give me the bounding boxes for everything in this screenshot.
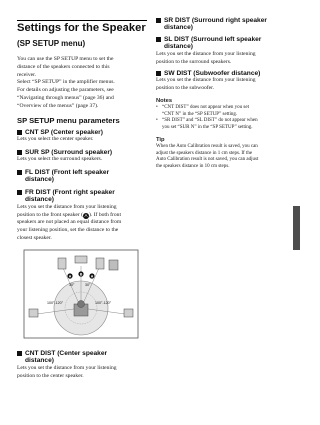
sw-dist-desc-line: Lets you set the distance from your listening [156, 77, 256, 84]
page-title: Settings for the Speaker [17, 22, 146, 34]
page-subtitle: (SP SETUP menu) [17, 39, 86, 48]
fl-dist-item [17, 169, 149, 184]
square-bullet-icon [17, 130, 22, 135]
tip-heading: Tip [156, 137, 165, 143]
front-right-speaker-icon [96, 258, 104, 269]
intro-line: receiver. [17, 71, 37, 78]
fl-dist-heading: FL DIST (Front left speaker distance) [17, 169, 149, 184]
square-bullet-icon [156, 71, 161, 76]
surround-right-speaker-icon [124, 309, 133, 317]
section-heading: SP SETUP menu parameters [17, 116, 120, 125]
sl-dist-desc-line: position to the surround speakers. [156, 58, 232, 65]
intro-line: Select “SP SETUP” in the amplifier menus. [17, 79, 115, 86]
angle-label: 100°-120° [95, 301, 112, 305]
sur-sp-item [17, 149, 149, 164]
notes-heading: Notes [156, 98, 173, 104]
intro-line: distance of the speakers connected to this [17, 63, 110, 70]
tip-line: the speakers distance in 10 cm steps. [156, 163, 230, 169]
cnt-dist-item [17, 350, 149, 380]
fr-dist-item [17, 189, 149, 243]
tip-line: When the Auto Calibration result is saved, you can [156, 144, 258, 149]
note-item: • “CNT DIST” does not appear when you set “CNT N” in the “SP SETUP” setting. [156, 105, 249, 117]
sr-dist-heading: SR DIST (Surround right speaker distance) [156, 17, 294, 32]
intro-line: For details on adjusting the parameters, see [17, 87, 114, 94]
speaker-placement-diagram [23, 248, 139, 340]
fr-dist-desc-line: your listening position, set the distance to the [17, 227, 119, 234]
fr-dist-heading: FR DIST (Front right speaker distance) [17, 189, 149, 204]
marker-label: A [90, 274, 94, 279]
cnt-dist-desc-line: Lets you set the distance from your listening [17, 364, 117, 371]
square-bullet-icon [17, 190, 22, 195]
sl-dist-desc-line: Lets you set the distance from your listening [156, 50, 256, 57]
cnt-sp-item [17, 129, 149, 144]
sw-dist-item [156, 70, 294, 93]
angle-label: 30° [69, 283, 75, 287]
tip-block [156, 137, 296, 170]
square-bullet-icon [17, 150, 22, 155]
sr-dist-item [156, 17, 294, 32]
sl-dist-item [156, 36, 294, 66]
surround-left-speaker-icon [29, 309, 38, 317]
square-bullet-icon [156, 18, 161, 23]
cnt-dist-heading: CNT DIST (Center speaker distance) [17, 350, 149, 365]
sur-sp-desc: Lets you select the surround speakers. [17, 156, 103, 163]
top-rule [17, 20, 147, 21]
sl-dist-heading: SL DIST (Surround left speaker distance) [156, 36, 294, 51]
intro-paragraph [17, 56, 147, 111]
tip-line: adjust the speakers distance in 1 cm steps. If the [156, 150, 253, 156]
angle-label: 30° [85, 283, 91, 287]
side-tab [293, 206, 300, 250]
square-bullet-icon [17, 170, 22, 175]
intro-line: You can use the SP SETUP menu to set the [17, 56, 114, 62]
center-speaker-icon [75, 256, 87, 263]
marker-label: B [79, 272, 83, 277]
marker-a-icon: A [84, 212, 88, 218]
fr-dist-desc-line: speakers are not placed an equal distance from [17, 219, 122, 226]
cnt-sp-heading: CNT SP (Center speaker) [17, 129, 149, 136]
fr-dist-desc-line: Lets you set the distance from your listening [17, 203, 117, 210]
subwoofer-icon [109, 260, 118, 270]
front-left-speaker-icon [58, 258, 66, 269]
angle-label: 100°-120° [47, 301, 64, 305]
intro-line: “Overview of the menus” (page 37). [17, 102, 99, 109]
marker-label: A [68, 274, 72, 279]
sur-sp-heading: SUR SP (Surround speaker) [17, 149, 149, 156]
cnt-dist-desc-line: position to the center speaker. [17, 372, 84, 379]
note-item: • “SR DIST” and “SL DIST” do not appear when you set “SUR N” in the “SP SETUP” setting. [156, 118, 258, 130]
cnt-sp-desc: Lets you select the center speaker. [17, 136, 94, 143]
notes-block [156, 98, 294, 131]
fr-dist-desc-line: position to the front speaker (A ). If both front [17, 211, 122, 218]
sw-dist-desc-line: position to the subwoofer. [156, 85, 215, 92]
intro-line: “Navigating through menus” (page 36) and [17, 94, 114, 101]
square-bullet-icon [156, 37, 161, 42]
sw-dist-heading: SW DIST (Subwoofer distance) [156, 70, 294, 77]
square-bullet-icon [17, 351, 22, 356]
fr-dist-desc-line: closest speaker. [17, 235, 52, 241]
tip-line: Auto Calibration result is not saved, you can adjust [156, 157, 259, 163]
